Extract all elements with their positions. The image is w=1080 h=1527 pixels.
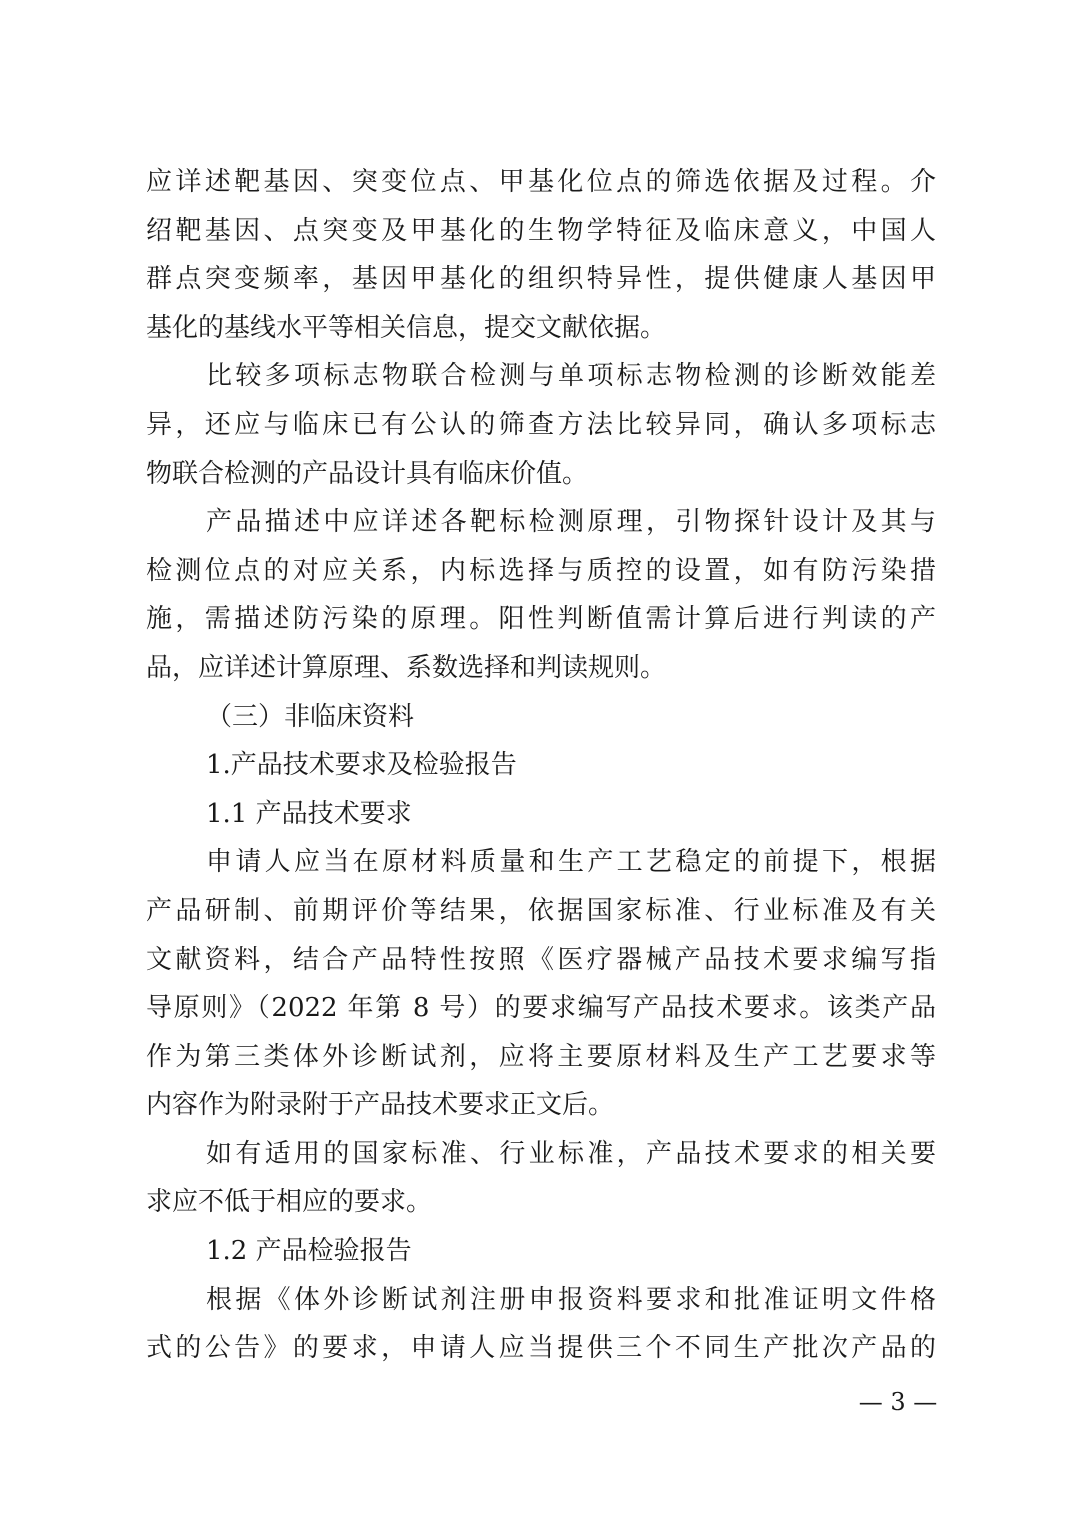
- subsection-heading: 1.产品技术要求及检验报告: [206, 750, 517, 781]
- paragraph-line: 施，需描述防污染的原理。阳性判断值需计算后进行判读的产: [146, 604, 936, 635]
- paragraph-line: 产品描述中应详述各靶标检测原理，引物探针设计及其与: [206, 507, 936, 538]
- paragraph-line: 导原则》（2022 年第 8 号）的要求编写产品技术要求。该类产品: [146, 993, 936, 1024]
- paragraph-line: 品，应详述计算原理、系数选择和判读规则。: [146, 652, 667, 683]
- section-heading: （三）非临床资料: [206, 701, 415, 732]
- paragraph-line: 申请人应当在原材料质量和生产工艺稳定的前提下，根据: [206, 847, 936, 878]
- paragraph-line: 式的公告》的要求，申请人应当提供三个不同生产批次产品的: [146, 1333, 936, 1364]
- paragraph-line: 应详述靶基因、突变位点、甲基化位点的筛选依据及过程。介: [146, 167, 936, 197]
- paragraph-line: 异，还应与临床已有公认的筛查方法比较异同，确认多项标志: [146, 409, 936, 440]
- page-number: — 3 —: [858, 1388, 938, 1416]
- paragraph-line: 基化的基线水平等相关信息，提交文献依据。: [146, 312, 667, 343]
- paragraph-line: 文献资料，结合产品特性按照《医疗器械产品技术要求编写指: [146, 944, 936, 975]
- paragraph-line: 群点突变频率，基因甲基化的组织特异性，提供健康人基因甲: [146, 264, 936, 295]
- paragraph-line: 物联合检测的产品设计具有临床价值。: [146, 458, 589, 489]
- paragraph-line: 求应不低于相应的要求。: [146, 1187, 433, 1218]
- paragraph-line: 根据《体外诊断试剂注册申报资料要求和批准证明文件格: [206, 1284, 936, 1315]
- paragraph-line: 产品研制、前期评价等结果，依据国家标准、行业标准及有关: [146, 895, 936, 926]
- paragraph-line: 内容作为附录附于产品技术要求正文后。: [146, 1090, 615, 1121]
- paragraph-line: 如有适用的国家标准、行业标准，产品技术要求的相关要: [206, 1138, 936, 1169]
- body-text: [146, 158, 936, 1373]
- paragraph-line: 作为第三类体外诊断试剂，应将主要原材料及生产工艺要求等: [146, 1041, 936, 1072]
- subsection-heading: 1.2 产品检验报告: [206, 1236, 412, 1267]
- subsection-heading: 1.1 产品技术要求: [206, 798, 412, 829]
- paragraph-line: 比较多项标志物联合检测与单项标志物检测的诊断效能差: [206, 361, 936, 392]
- paragraph-line: 绍靶基因、点突变及甲基化的生物学特征及临床意义，中国人: [146, 215, 936, 246]
- paragraph-line: 检测位点的对应关系，内标选择与质控的设置，如有防污染措: [146, 555, 936, 586]
